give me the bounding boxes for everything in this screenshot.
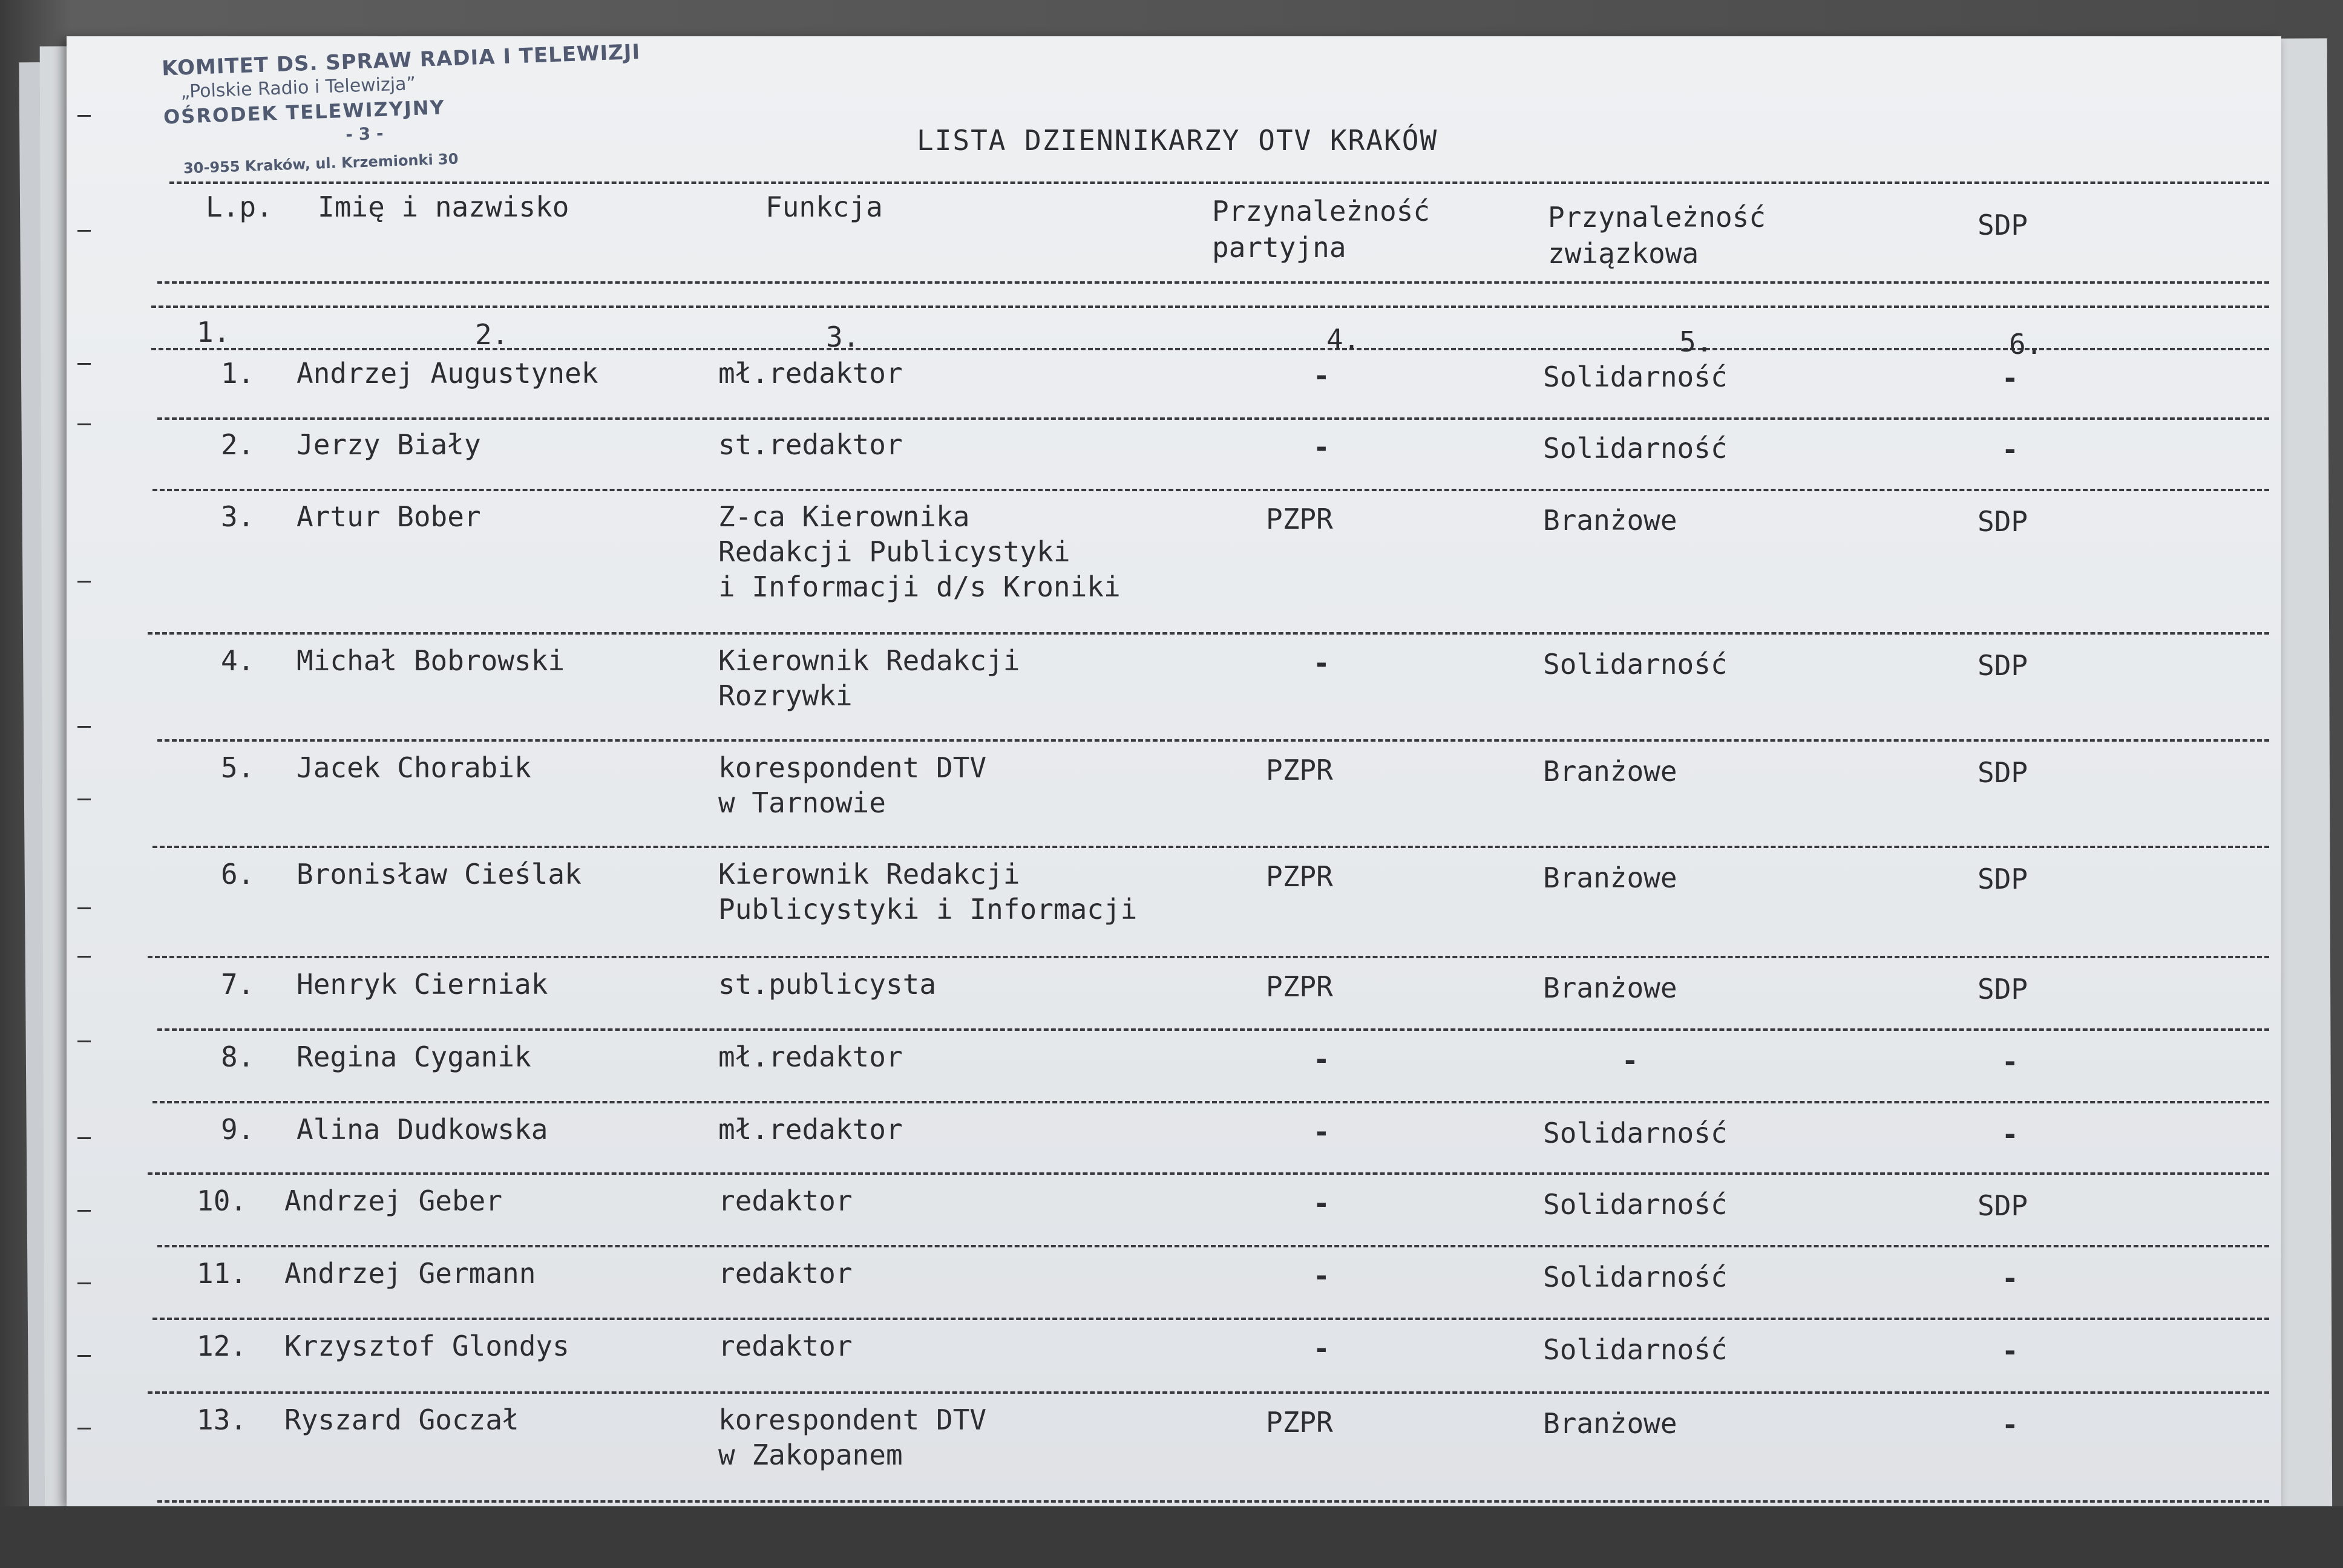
row-number: 3. xyxy=(221,500,255,533)
edge-mark xyxy=(77,799,91,800)
journalist-name: Regina Cyganik xyxy=(297,1040,531,1073)
column-number: 3. xyxy=(826,321,860,353)
union-membership: Solidarność xyxy=(1543,361,1728,393)
union-membership: Branżowe xyxy=(1543,972,1677,1004)
row-separator xyxy=(152,489,2269,491)
party-membership: PZPR xyxy=(1266,860,1333,893)
journalist-name: Jerzy Biały xyxy=(297,428,481,461)
party-membership: - xyxy=(1313,1116,1330,1148)
union-membership: Solidarność xyxy=(1543,1333,1728,1366)
binder-edge-marks xyxy=(67,36,91,1506)
journalist-function: mł.redaktor xyxy=(718,1040,903,1073)
journalist-name: Andrzej Augustynek xyxy=(297,357,598,390)
row-separator xyxy=(152,1318,2269,1320)
sdp-membership: SDP xyxy=(1978,756,2028,789)
office-stamp xyxy=(161,39,641,181)
union-membership: Solidarność xyxy=(1543,1188,1728,1221)
union-membership: Branżowe xyxy=(1543,1407,1677,1440)
journalist-function: korespondent DTV xyxy=(718,751,987,784)
journalist-function: w Tarnowie xyxy=(718,786,886,819)
row-separator xyxy=(157,417,2269,420)
journalist-function: Redakcji Publicystyki xyxy=(718,535,1070,568)
edge-mark xyxy=(77,1210,91,1212)
edge-mark xyxy=(77,363,91,365)
row-number: 4. xyxy=(221,644,255,677)
journalist-name: Andrzej Geber xyxy=(284,1184,503,1217)
header-sdp: SDP xyxy=(1978,209,2028,241)
header-name: Imię i nazwisko xyxy=(318,191,569,223)
party-membership: PZPR xyxy=(1266,1406,1333,1439)
header-lp: L.p. xyxy=(206,191,273,223)
edge-mark xyxy=(77,1282,91,1284)
row-number: 8. xyxy=(221,1040,255,1073)
row-separator xyxy=(152,846,2269,848)
stamp-line: - 3 - xyxy=(345,123,384,145)
edge-mark xyxy=(77,581,91,583)
journalist-function: korespondent DTV xyxy=(718,1403,987,1436)
header-union: Przynależność xyxy=(1548,201,1766,234)
sdp-membership: - xyxy=(2002,1045,2019,1078)
party-membership: PZPR xyxy=(1266,503,1333,535)
row-separator xyxy=(148,956,2269,958)
row-separator xyxy=(169,181,2269,184)
stamp-line: OŚRODEK TELEWIZYJNY xyxy=(163,96,446,129)
document-page xyxy=(67,36,2281,1506)
sdp-membership: - xyxy=(2002,362,2019,394)
journalist-name: Henryk Cierniak xyxy=(297,968,548,1001)
stamp-line: 30-955 Kraków, ul. Krzemionki 30 xyxy=(183,150,459,177)
row-number: 1. xyxy=(221,357,255,390)
edge-mark xyxy=(77,1428,91,1429)
journalist-function: redaktor xyxy=(718,1330,853,1362)
column-number: 6. xyxy=(2009,328,2043,361)
column-number: 5. xyxy=(1679,325,1713,358)
journalist-function: w Zakopanem xyxy=(718,1439,903,1471)
party-membership: PZPR xyxy=(1266,970,1333,1003)
journalist-function: redaktor xyxy=(718,1184,853,1217)
edge-mark xyxy=(77,1040,91,1042)
journalist-name: Krzysztof Glondys xyxy=(284,1330,569,1362)
journalist-name: Andrzej Germann xyxy=(284,1257,536,1290)
row-number: 5. xyxy=(221,751,255,784)
header-function: Funkcja xyxy=(765,191,883,223)
journalist-function: st.publicysta xyxy=(718,968,937,1001)
edge-mark xyxy=(77,423,91,425)
edge-mark xyxy=(77,230,91,232)
row-number: 6. xyxy=(221,858,255,890)
journalist-name: Alina Dudkowska xyxy=(297,1113,548,1146)
journalist-function: mł.redaktor xyxy=(718,357,903,390)
union-membership: Branżowe xyxy=(1543,755,1677,788)
edge-mark xyxy=(77,907,91,909)
row-separator xyxy=(151,305,2269,308)
party-membership: - xyxy=(1313,1332,1330,1365)
row-separator xyxy=(148,1172,2269,1175)
sdp-membership: SDP xyxy=(1978,505,2028,538)
edge-mark xyxy=(77,956,91,958)
journalist-function: Kierownik Redakcji xyxy=(718,858,1020,890)
row-separator xyxy=(151,348,2269,350)
row-number: 9. xyxy=(221,1113,255,1146)
sdp-membership: - xyxy=(2002,1334,2019,1367)
row-number: 13. xyxy=(197,1403,247,1436)
party-membership: - xyxy=(1313,1187,1330,1220)
journalist-name: Bronisław Cieślak xyxy=(297,858,582,890)
journalist-name: Artur Bober xyxy=(297,500,481,533)
union-membership: - xyxy=(1622,1044,1639,1077)
sdp-membership: SDP xyxy=(1978,1189,2028,1222)
union-membership: Solidarność xyxy=(1543,648,1728,681)
column-number: 1. xyxy=(197,316,231,348)
journalist-name: Ryszard Goczał xyxy=(284,1403,519,1436)
sdp-membership: SDP xyxy=(1978,973,2028,1005)
header-party: Przynależność xyxy=(1212,195,1430,227)
row-separator xyxy=(157,1245,2269,1247)
sdp-membership: SDP xyxy=(1978,649,2028,682)
journalist-function: mł.redaktor xyxy=(718,1113,903,1146)
edge-mark xyxy=(77,115,91,117)
stamp-line: „Polskie Radio i Telewizja” xyxy=(180,73,416,103)
stamp-line: KOMITET DS. SPRAW RADIA I TELEWIZJI xyxy=(161,39,641,81)
journalist-function: Rozrywki xyxy=(718,679,853,712)
row-separator xyxy=(148,1391,2269,1394)
column-number: 2. xyxy=(475,318,509,351)
party-membership: - xyxy=(1313,431,1330,463)
party-membership: - xyxy=(1313,1043,1330,1076)
row-separator xyxy=(157,739,2269,742)
sdp-membership: - xyxy=(2002,433,2019,466)
journalist-function: redaktor xyxy=(718,1257,853,1290)
sdp-membership: SDP xyxy=(1978,863,2028,895)
row-number: 7. xyxy=(221,968,255,1001)
sdp-membership: - xyxy=(2002,1408,2019,1441)
row-number: 11. xyxy=(197,1257,247,1290)
journalist-function: Kierownik Redakcji xyxy=(718,644,1020,677)
photo-bottom-edge xyxy=(0,1506,2343,1568)
journalist-function: st.redaktor xyxy=(718,428,903,461)
row-separator xyxy=(157,1500,2269,1503)
row-separator xyxy=(148,632,2269,635)
column-number: 4. xyxy=(1326,323,1360,356)
edge-mark xyxy=(77,726,91,728)
row-separator xyxy=(152,1101,2269,1103)
row-number: 10. xyxy=(197,1184,247,1217)
edge-mark xyxy=(77,1137,91,1139)
row-separator xyxy=(157,1028,2269,1031)
union-membership: Solidarność xyxy=(1543,1261,1728,1293)
union-membership: Solidarność xyxy=(1543,432,1728,465)
union-membership: Branżowe xyxy=(1543,861,1677,894)
journalist-function: i Informacji d/s Kroniki xyxy=(718,570,1121,603)
row-number: 12. xyxy=(197,1330,247,1362)
row-separator xyxy=(157,281,2269,284)
header-union: związkowa xyxy=(1548,237,1699,270)
party-membership: PZPR xyxy=(1266,754,1333,786)
union-membership: Branżowe xyxy=(1543,504,1677,537)
journalist-function: Publicystyki i Informacji xyxy=(718,893,1138,926)
row-number: 2. xyxy=(221,428,255,461)
sdp-membership: - xyxy=(2002,1262,2019,1295)
edge-mark xyxy=(77,1355,91,1357)
party-membership: - xyxy=(1313,1259,1330,1292)
sdp-membership: - xyxy=(2002,1118,2019,1151)
union-membership: Solidarność xyxy=(1543,1117,1728,1149)
header-party: partyjna xyxy=(1212,231,1346,264)
party-membership: - xyxy=(1313,359,1330,392)
document-title: LISTA DZIENNIKARZY OTV KRAKÓW xyxy=(917,124,1438,157)
journalist-function: Z-ca Kierownika xyxy=(718,500,970,533)
party-membership: - xyxy=(1313,647,1330,679)
journalist-name: Michał Bobrowski xyxy=(297,644,565,677)
journalist-name: Jacek Chorabik xyxy=(297,751,531,784)
